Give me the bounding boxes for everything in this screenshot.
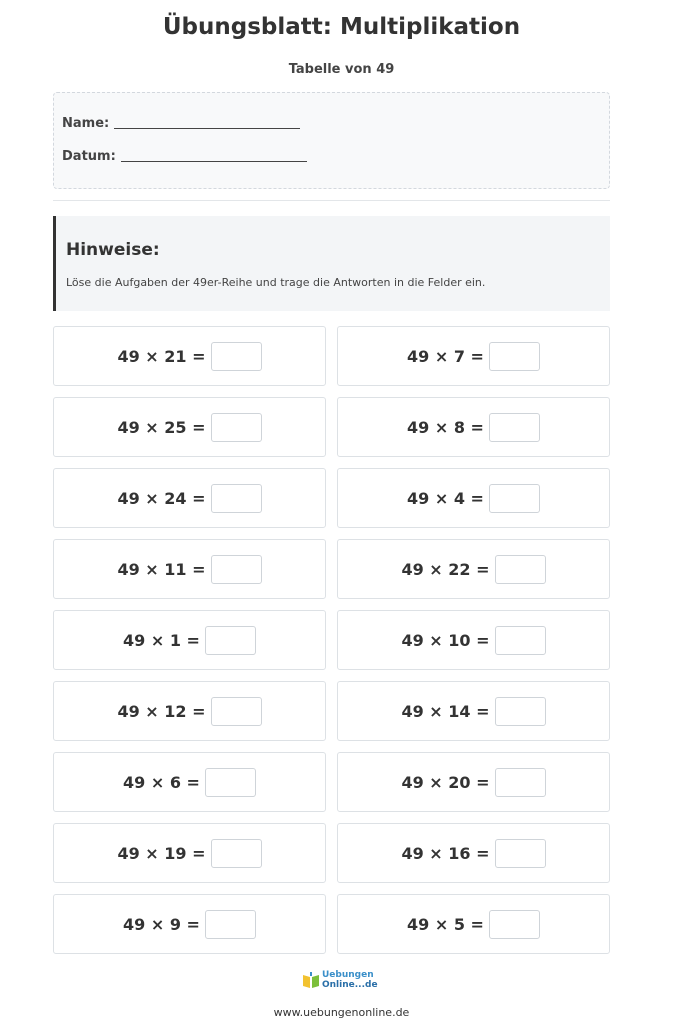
logo-line-1: Uebungen bbox=[322, 970, 374, 980]
answer-field[interactable] bbox=[211, 413, 262, 442]
logo-text bbox=[322, 970, 378, 990]
footer-url[interactable]: www.uebungenonline.de bbox=[273, 1006, 410, 1019]
task-card bbox=[53, 894, 326, 954]
task-card bbox=[53, 397, 326, 457]
hints-text: Löse die Aufgaben der 49er-Reihe und trage die Antworten in die Felder ein. bbox=[66, 276, 486, 289]
student-info-box bbox=[53, 92, 610, 189]
task-expression: 49 × 12 = bbox=[117, 701, 206, 721]
date-row bbox=[62, 149, 307, 164]
task-expression: 49 × 22 = bbox=[401, 559, 490, 579]
hints-title: Hinweise: bbox=[66, 240, 160, 260]
task-expression: 49 × 16 = bbox=[401, 843, 490, 863]
hints-box bbox=[53, 216, 610, 311]
logo-line-2: Online...de bbox=[322, 980, 378, 990]
task-expression: 49 × 21 = bbox=[117, 346, 206, 366]
task-card bbox=[337, 681, 610, 741]
task-expression: 49 × 25 = bbox=[117, 417, 206, 437]
name-label: Name: bbox=[62, 116, 110, 131]
task-card bbox=[53, 823, 326, 883]
answer-field[interactable] bbox=[495, 626, 546, 655]
task-expression: 49 × 14 = bbox=[401, 701, 490, 721]
page-subtitle: Tabelle von 49 bbox=[288, 62, 395, 77]
task-expression: 49 × 24 = bbox=[117, 488, 206, 508]
task-expression: 49 × 6 = bbox=[123, 772, 200, 792]
task-expression: 49 × 4 = bbox=[407, 488, 484, 508]
task-card bbox=[337, 468, 610, 528]
name-row bbox=[62, 116, 300, 131]
task-expression: 49 × 5 = bbox=[407, 914, 484, 934]
task-grid bbox=[53, 326, 610, 954]
task-expression: 49 × 11 = bbox=[117, 559, 206, 579]
task-card bbox=[337, 752, 610, 812]
divider bbox=[53, 200, 610, 201]
answer-field[interactable] bbox=[205, 768, 256, 797]
task-card bbox=[337, 610, 610, 670]
answer-field[interactable] bbox=[211, 697, 262, 726]
task-expression: 49 × 10 = bbox=[401, 630, 490, 650]
task-card bbox=[53, 681, 326, 741]
name-line[interactable] bbox=[114, 128, 300, 129]
task-card bbox=[337, 326, 610, 386]
answer-field[interactable] bbox=[211, 555, 262, 584]
page-title: Übungsblatt: Multiplikation bbox=[162, 14, 521, 40]
task-card bbox=[337, 539, 610, 599]
answer-field[interactable] bbox=[489, 342, 540, 371]
task-card bbox=[53, 539, 326, 599]
date-line[interactable] bbox=[121, 161, 307, 162]
site-logo[interactable] bbox=[302, 967, 382, 993]
task-card bbox=[337, 823, 610, 883]
date-label: Datum: bbox=[62, 149, 116, 164]
answer-field[interactable] bbox=[489, 910, 540, 939]
task-card bbox=[53, 326, 326, 386]
task-expression: 49 × 1 = bbox=[123, 630, 200, 650]
answer-field[interactable] bbox=[495, 839, 546, 868]
answer-field[interactable] bbox=[489, 413, 540, 442]
answer-field[interactable] bbox=[211, 342, 262, 371]
task-expression: 49 × 8 = bbox=[407, 417, 484, 437]
task-card bbox=[53, 752, 326, 812]
task-expression: 49 × 9 = bbox=[123, 914, 200, 934]
task-card bbox=[337, 894, 610, 954]
answer-field[interactable] bbox=[205, 910, 256, 939]
answer-field[interactable] bbox=[495, 768, 546, 797]
task-card bbox=[337, 397, 610, 457]
answer-field[interactable] bbox=[489, 484, 540, 513]
answer-field[interactable] bbox=[495, 697, 546, 726]
task-card bbox=[53, 610, 326, 670]
answer-field[interactable] bbox=[211, 839, 262, 868]
task-card bbox=[53, 468, 326, 528]
answer-field[interactable] bbox=[211, 484, 262, 513]
task-expression: 49 × 7 = bbox=[407, 346, 484, 366]
book-logo-icon bbox=[302, 970, 320, 990]
task-expression: 49 × 19 = bbox=[117, 843, 206, 863]
answer-field[interactable] bbox=[495, 555, 546, 584]
task-expression: 49 × 20 = bbox=[401, 772, 490, 792]
answer-field[interactable] bbox=[205, 626, 256, 655]
